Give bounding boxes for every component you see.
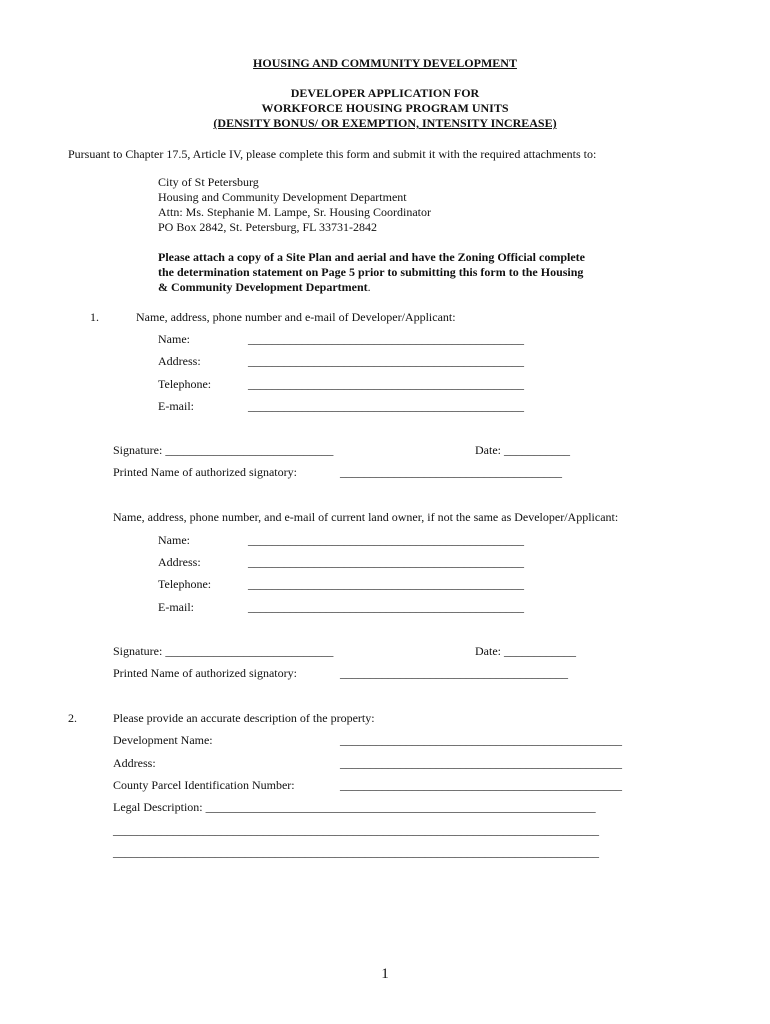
- owner-printed-name-field[interactable]: ______________________________________: [340, 666, 568, 680]
- applicant-address-label: Address:: [158, 354, 201, 368]
- parcel-id-label: County Parcel Identification Number:: [113, 778, 295, 792]
- applicant-telephone-field[interactable]: ______________________________________________: [248, 377, 524, 391]
- owner-telephone-field[interactable]: ______________________________________________: [248, 577, 524, 591]
- development-name-label: Development Name:: [113, 733, 213, 747]
- legal-description-line-3[interactable]: _________________________________________________________________________________: [113, 845, 599, 859]
- page-number: 1: [381, 966, 389, 982]
- owner-date-field[interactable]: Date: ____________: [475, 644, 576, 658]
- applicant-name-field[interactable]: ______________________________________________: [248, 332, 524, 346]
- applicant-email-label: E-mail:: [158, 399, 194, 413]
- notice-line: Please attach a copy of a Site Plan and aerial and have the Zoning Official complete: [158, 250, 585, 264]
- owner-email-label: E-mail:: [158, 600, 194, 614]
- property-address-label: Address:: [113, 756, 156, 770]
- section-2-heading: Please provide an accurate description of the property:: [113, 711, 375, 725]
- address-line: Housing and Community Development Department: [158, 190, 407, 204]
- notice-line: the determination statement on Page 5 prior to submitting this form to the Housing: [158, 265, 584, 279]
- notice-period: .: [367, 280, 371, 294]
- notice-line-3: [158, 280, 371, 294]
- applicant-telephone-label: Telephone:: [158, 377, 212, 391]
- owner-telephone-label: Telephone:: [158, 577, 212, 591]
- address-line: City of St Petersburg: [158, 175, 259, 189]
- section-1-heading: Name, address, phone number and e-mail of Developer/Applicant:: [136, 310, 456, 324]
- applicant-email-field[interactable]: ______________________________________________: [248, 399, 524, 413]
- applicant-name-label: Name:: [158, 332, 190, 346]
- form-title-line-1: DEVELOPER APPLICATION FOR: [290, 86, 480, 100]
- applicant-signature-field[interactable]: Signature: ____________________________: [113, 443, 334, 457]
- address-line: Attn: Ms. Stephanie M. Lampe, Sr. Housing Coordinator: [158, 205, 431, 219]
- owner-printed-name-label: Printed Name of authorized signatory:: [113, 666, 297, 680]
- owner-address-field[interactable]: ______________________________________________: [248, 555, 524, 569]
- parcel-id-field[interactable]: _______________________________________________: [340, 778, 622, 792]
- applicant-address-field[interactable]: ______________________________________________: [248, 354, 524, 368]
- department-title: HOUSING AND COMMUNITY DEVELOPMENT: [253, 56, 517, 70]
- intro-text: Pursuant to Chapter 17.5, Article IV, please complete this form and submit it with the required attachments to:: [68, 147, 597, 161]
- form-title-line-3: (DENSITY BONUS/ OR EXEMPTION, INTENSITY INCREASE): [213, 116, 557, 130]
- address-line: PO Box 2842, St. Petersburg, FL 33731-2842: [158, 220, 378, 234]
- form-title-line-2: WORKFORCE HOUSING PROGRAM UNITS: [261, 101, 509, 115]
- applicant-printed-name-field[interactable]: _____________________________________: [340, 465, 562, 479]
- legal-description-line-2[interactable]: _________________________________________________________________________________: [113, 823, 599, 837]
- legal-description-field[interactable]: Legal Description: _________________________________________________________________: [113, 800, 596, 814]
- section-1-number: 1.: [90, 310, 99, 324]
- owner-address-label: Address:: [158, 555, 201, 569]
- development-name-field[interactable]: _______________________________________________: [340, 733, 622, 747]
- owner-email-field[interactable]: ______________________________________________: [248, 600, 524, 614]
- section-2-number: 2.: [68, 711, 77, 725]
- property-address-field[interactable]: _______________________________________________: [340, 756, 622, 770]
- owner-name-field[interactable]: ______________________________________________: [248, 533, 524, 547]
- owner-name-label: Name:: [158, 533, 190, 547]
- notice-line: & Community Development Department: [158, 280, 368, 294]
- owner-heading: Name, address, phone number, and e-mail of current land owner, if not the same as Developer/Applicant:: [113, 510, 619, 524]
- applicant-printed-name-label: Printed Name of authorized signatory:: [113, 465, 297, 479]
- owner-signature-field[interactable]: Signature: ____________________________: [113, 644, 334, 658]
- applicant-date-field[interactable]: Date: ___________: [475, 443, 570, 457]
